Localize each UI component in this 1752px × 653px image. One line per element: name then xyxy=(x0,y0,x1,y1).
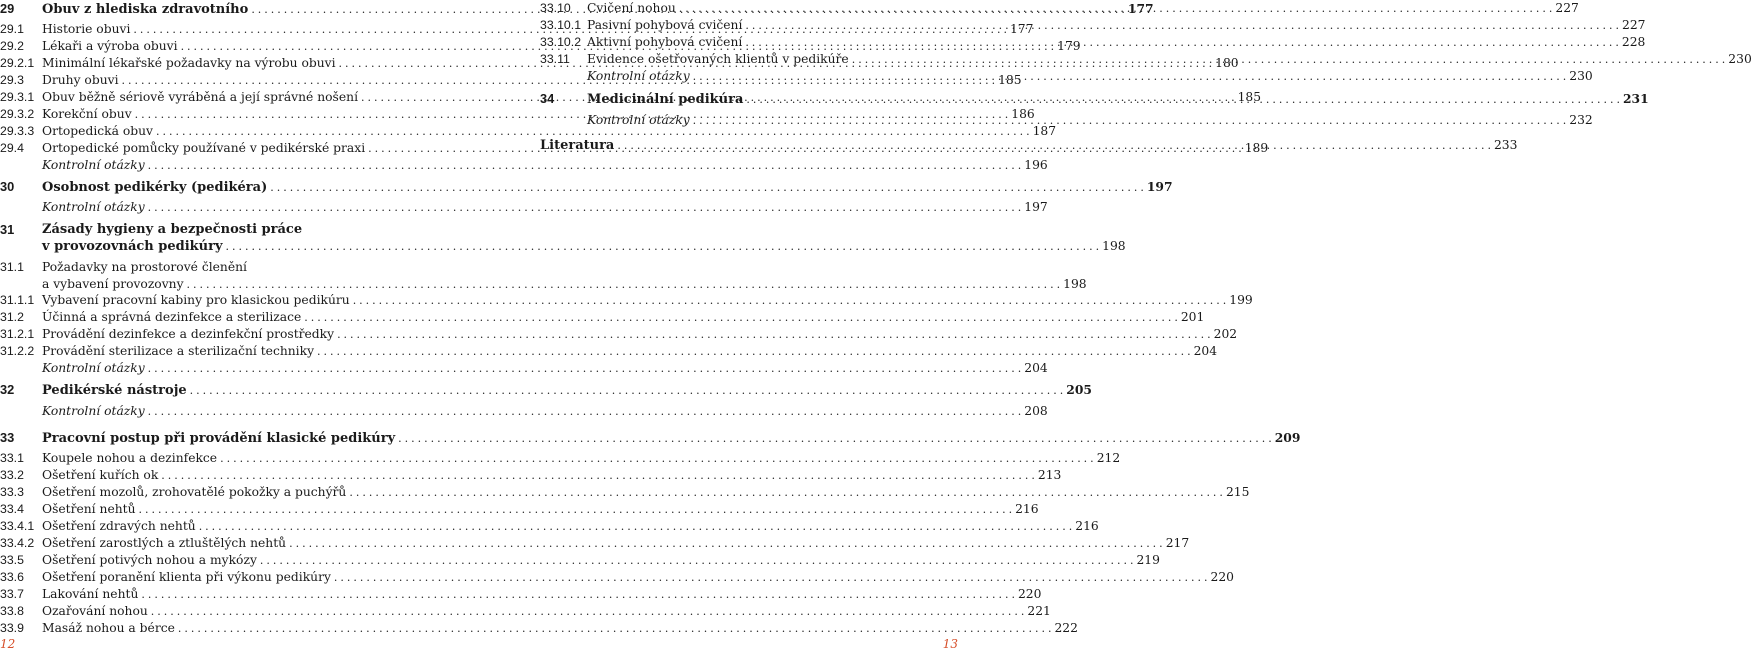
toc-entry-title: Ortopedické pomůcky používané v pedikérské praxi xyxy=(42,141,366,155)
toc-entry[interactable] xyxy=(0,360,1048,377)
toc-entry-page: 185 xyxy=(998,73,1022,87)
dot-leader xyxy=(350,292,1230,309)
toc-entry[interactable] xyxy=(0,450,1121,467)
toc-review-questions: Kontrolní otázky xyxy=(587,113,690,127)
toc-entry-title: Druhy obuvi xyxy=(42,73,119,87)
toc-entry-page: 230 xyxy=(1569,69,1593,83)
toc-entry-page: 209 xyxy=(1274,430,1301,445)
page-number-left: 12 xyxy=(0,637,16,651)
toc-entry-page: 216 xyxy=(1075,519,1099,533)
dot-leader xyxy=(257,552,1137,569)
toc-entry-number: 29.2.1 xyxy=(0,56,35,70)
toc-entry-title: Literatura xyxy=(540,138,615,153)
toc-entry-title: Osobnost pedikérky (pedikéra) xyxy=(42,180,268,195)
toc-entry-title: Aktivní pohybová cvičení xyxy=(587,35,743,49)
toc-entry-number: 31 xyxy=(0,222,15,237)
toc-entry-title: Ozařování nohou xyxy=(42,604,148,618)
toc-entry-page: 199 xyxy=(1229,293,1253,307)
toc-review-questions: Kontrolní otázky xyxy=(42,158,145,172)
toc-entry-title: Ošetření potivých nohou a mykózy xyxy=(42,553,257,567)
toc-entry-page: 222 xyxy=(1054,621,1078,635)
toc-entry[interactable] xyxy=(0,569,1234,586)
toc-entry-title: Ošetření poranění klienta při výkonu pedikúry xyxy=(42,570,331,584)
toc-entry[interactable] xyxy=(0,157,1048,174)
dot-leader xyxy=(690,112,1570,129)
dot-leader xyxy=(301,309,1181,326)
toc-entry-page: 186 xyxy=(1011,107,1035,121)
toc-entry-title: Lakování nehtů xyxy=(42,587,139,601)
toc-entry[interactable] xyxy=(0,309,1205,326)
toc-entry-title: Zásady hygieny a bezpečnosti práce xyxy=(42,222,303,237)
toc-entry-number: 33.11 xyxy=(540,52,570,66)
toc-entry[interactable] xyxy=(0,326,1238,343)
toc-entry[interactable] xyxy=(0,259,1087,294)
toc-review-questions: Kontrolní otázky xyxy=(587,69,690,83)
dot-leader xyxy=(614,137,1494,154)
dot-leader xyxy=(286,535,1166,552)
toc-entry-number: 29.3.1 xyxy=(0,90,35,104)
dot-leader xyxy=(148,603,1028,620)
toc-entry-page: 228 xyxy=(1621,35,1646,49)
toc-entry-number: 29.3.3 xyxy=(0,124,35,138)
toc-entry-number: 33 xyxy=(0,430,15,445)
toc-entry-title: Ošetření kuřích ok xyxy=(42,468,159,482)
toc-entry-number: 33.3 xyxy=(0,485,24,499)
toc-entry-title-continued: v provozovnách pedikúry xyxy=(42,239,223,255)
toc-entry-title: Ošetření mozolů, zrohovatělé pokožky a puchýřů xyxy=(42,485,347,499)
toc-entry-number: 31.2.1 xyxy=(0,327,35,341)
page-number-right: 13 xyxy=(942,637,958,651)
toc-entry-title: Pasivní pohybová cvičení xyxy=(587,18,743,32)
toc-entry-page: 217 xyxy=(1165,536,1190,550)
toc-entry-page: 220 xyxy=(1017,587,1042,601)
toc-entry-number: 33.10.1 xyxy=(540,18,582,32)
toc-entry-title: Ošetření nehtů xyxy=(42,502,136,516)
toc-entry-number: 29 xyxy=(0,1,15,16)
toc-entry-title: Minimální lékařské požadavky na výrobu obuvi xyxy=(42,56,336,70)
toc-entry-page: 197 xyxy=(1024,200,1048,214)
toc-entry[interactable] xyxy=(0,586,1042,603)
toc-entry-page: 227 xyxy=(1622,18,1646,32)
dot-leader xyxy=(849,51,1729,68)
dot-leader xyxy=(145,403,1025,420)
toc-entry-number: 33.8 xyxy=(0,604,24,618)
toc-entry-page: 196 xyxy=(1024,158,1048,172)
toc-entry-page: 231 xyxy=(1623,91,1649,106)
toc-entry-page: 205 xyxy=(1066,382,1092,397)
dot-leader xyxy=(334,326,1214,343)
toc-entry-page: 197 xyxy=(1146,179,1173,194)
toc-entry[interactable] xyxy=(0,535,1190,552)
toc-entry[interactable] xyxy=(0,221,1126,256)
toc-entry-page: 177 xyxy=(1009,22,1034,36)
toc-entry-number: 33.10.2 xyxy=(540,35,582,49)
toc-entry-title: Obuv běžně sériově vyráběná a její správné nošení xyxy=(42,90,359,104)
toc-entry-number: 29.4 xyxy=(0,141,24,155)
dot-leader xyxy=(145,199,1025,216)
toc-entry[interactable] xyxy=(0,199,1048,216)
dot-leader xyxy=(742,34,1622,51)
toc-entry-title: Lékaři a výroba obuvi xyxy=(42,39,178,53)
toc-entry-number: 33.4 xyxy=(0,502,24,516)
toc-entry-title: Korekční obuv xyxy=(42,107,132,121)
toc-entry-page: 219 xyxy=(1136,553,1160,567)
toc-entry-number: 29.1 xyxy=(0,22,24,36)
toc-entry-title: Koupele nohou a dezinfekce xyxy=(42,451,218,465)
dot-leader xyxy=(136,501,1016,518)
toc-entry[interactable] xyxy=(0,178,1173,196)
toc-entry-number: 31.1.1 xyxy=(0,293,35,307)
toc-entry-title: Cvičení nohou xyxy=(587,1,676,15)
toc-entry[interactable] xyxy=(0,429,1301,447)
toc-entry-number: 29.3.2 xyxy=(0,107,35,121)
toc-entry[interactable] xyxy=(0,343,1218,360)
toc-entry-number: 31.2 xyxy=(0,310,24,324)
toc-entry-number: 33.4.2 xyxy=(0,536,35,550)
toc-entry[interactable] xyxy=(0,603,1051,620)
toc-entry-page: 198 xyxy=(1063,277,1087,292)
toc-entry-page: 212 xyxy=(1096,451,1121,465)
toc-entry-number: 33.10 xyxy=(540,1,571,15)
toc-entry-title: Požadavky na prostorové členění xyxy=(42,260,247,274)
toc-entry-page: 215 xyxy=(1225,485,1250,499)
toc-entry-number: 32 xyxy=(0,382,15,397)
toc-entry-title: Evidence ošetřovaných klientů v pedikúře xyxy=(587,52,849,66)
toc-entry-page: 227 xyxy=(1555,1,1579,15)
toc-entry-page: 213 xyxy=(1037,468,1062,482)
dot-leader xyxy=(395,430,1275,447)
toc-review-questions: Kontrolní otázky xyxy=(42,200,145,214)
toc-entry-page: 233 xyxy=(1493,138,1518,152)
dot-leader xyxy=(743,91,1623,108)
toc-entry-title: Historie obuvi xyxy=(42,22,131,36)
toc-entry-title: Ošetření zarostlých a ztluštělých nehtů xyxy=(42,536,287,550)
toc-entry[interactable] xyxy=(0,518,1099,535)
toc-entry-page: 221 xyxy=(1027,604,1051,618)
dot-leader xyxy=(690,68,1570,85)
toc-entry-number: 33.4.1 xyxy=(0,519,35,533)
toc-entry-title: Pracovní postup při provádění klasické pedikúry xyxy=(42,431,396,446)
toc-entry-page: 187 xyxy=(1032,124,1057,138)
toc-entry-title: Provádění sterilizace a sterilizační techniky xyxy=(42,344,315,358)
toc-entry-number: 33.5 xyxy=(0,553,24,567)
toc-entry-number: 33.1 xyxy=(0,451,24,465)
toc-entry-number: 34 xyxy=(540,91,555,106)
toc-entry-page: 216 xyxy=(1015,502,1039,516)
dot-leader xyxy=(217,450,1097,467)
toc-entry-number: 33.7 xyxy=(0,587,24,601)
dot-leader xyxy=(676,0,1556,17)
toc-review-questions: Kontrolní otázky xyxy=(42,361,145,375)
toc-entry-number: 29.3 xyxy=(0,73,24,87)
toc-entry-page: 208 xyxy=(1024,404,1048,418)
dot-leader xyxy=(742,17,1622,34)
toc-entry-title: Provádění dezinfekce a dezinfekční prostředky xyxy=(42,327,335,341)
dot-leader xyxy=(145,157,1025,174)
toc-entry-page: 198 xyxy=(1102,239,1126,254)
toc-entry-page: 179 xyxy=(1057,39,1081,53)
toc-entry-title: Účinná a správná dezinfekce a sterilizace xyxy=(42,310,302,324)
toc-entry-title-continued: a vybavení provozovny xyxy=(42,277,184,292)
toc-entry[interactable] xyxy=(0,123,1057,140)
toc-entry-page: 177 xyxy=(1127,1,1154,16)
toc-entry-title: Masáž nohou a bérce xyxy=(42,621,175,635)
toc-entry[interactable] xyxy=(0,381,1092,399)
toc-entry-page: 204 xyxy=(1193,344,1218,358)
toc-entry-title: Obuv z hlediska zdravotního xyxy=(42,2,249,17)
toc-entry-page: 180 xyxy=(1215,56,1239,70)
toc-entry-page: 204 xyxy=(1024,361,1048,375)
dot-leader xyxy=(145,360,1025,377)
toc-entry[interactable] xyxy=(0,620,1078,637)
toc-entry-number: 33.2 xyxy=(0,468,24,482)
toc-entry-page: 220 xyxy=(1210,570,1234,584)
dot-leader xyxy=(196,518,1076,535)
dot-leader xyxy=(223,238,1103,255)
toc-entry-number: 29.2 xyxy=(0,39,24,53)
toc-entry-page: 202 xyxy=(1213,327,1238,341)
toc-entry-title: Pedikérské nástroje xyxy=(42,383,187,398)
toc-entry[interactable] xyxy=(0,292,1253,309)
toc-entry[interactable] xyxy=(0,484,1250,501)
toc-entry-page: 189 xyxy=(1244,141,1269,155)
dot-leader xyxy=(267,179,1147,196)
dot-leader xyxy=(187,382,1067,399)
dot-leader xyxy=(346,484,1226,501)
toc-entry-title: Medicinální pedikúra xyxy=(587,92,744,107)
toc-entry[interactable] xyxy=(0,501,1039,518)
toc-review-questions: Kontrolní otázky xyxy=(42,404,145,418)
dot-leader xyxy=(331,569,1211,586)
toc-entry-page: 232 xyxy=(1569,113,1593,127)
toc-entry-number: 31.1 xyxy=(0,260,24,274)
dot-leader xyxy=(158,467,1038,484)
dot-leader xyxy=(314,343,1194,360)
toc-entry-title: Vybavení pracovní kabiny pro klasickou pedikúru xyxy=(42,293,350,307)
toc-entry-page: 201 xyxy=(1180,310,1205,324)
toc-entry-title: Ortopedická obuv xyxy=(42,124,153,138)
dot-leader xyxy=(138,586,1018,603)
toc-entry-number: 31.2.2 xyxy=(0,344,35,358)
toc-entry[interactable] xyxy=(0,552,1160,569)
toc-entry-number: 30 xyxy=(0,179,15,194)
toc-entry-page: 185 xyxy=(1237,90,1262,104)
toc-entry[interactable] xyxy=(0,467,1062,484)
dot-leader xyxy=(175,620,1055,637)
toc-entry-number: 33.9 xyxy=(0,621,24,635)
toc-entry-page: 230 xyxy=(1728,52,1752,66)
toc-entry[interactable] xyxy=(0,403,1048,420)
toc-entry-number: 33.6 xyxy=(0,570,24,584)
toc-entry-title: Ošetření zdravých nehtů xyxy=(42,519,196,533)
